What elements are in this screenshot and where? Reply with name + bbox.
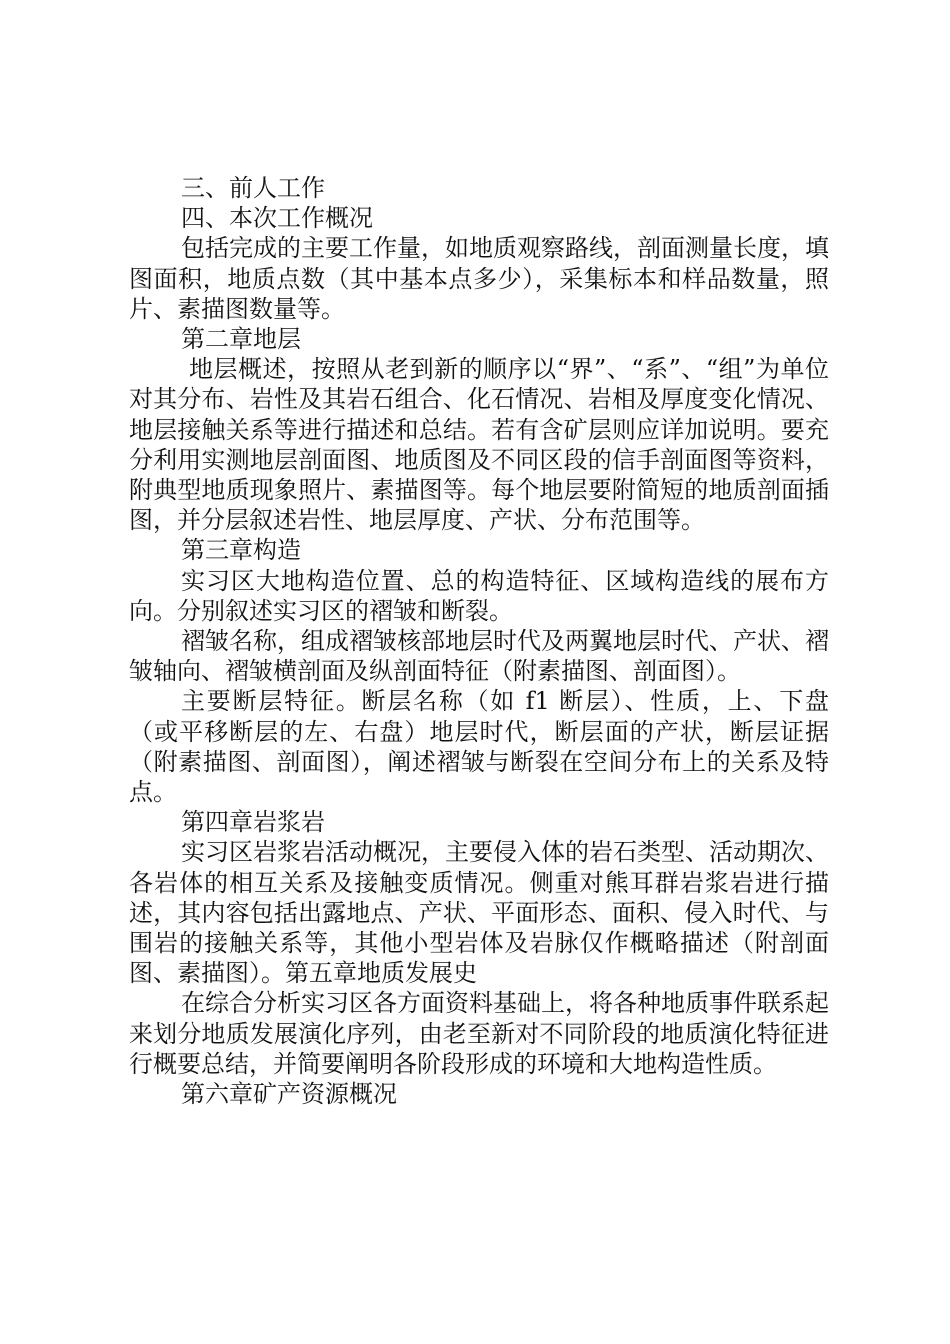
chapter-heading-structure: 第三章构造: [181, 536, 301, 565]
chapter-heading-magmatic-rocks: 第四章岩浆岩: [181, 808, 325, 837]
chapter-heading-strata: 第二章地层: [181, 325, 301, 354]
paragraph-structure-overview: 实习区大地构造位置、总的构造特征、区域构造线的展布方向。分别叙述实习区的褶皱和断裂。: [129, 566, 829, 625]
paragraph-workload: 包括完成的主要工作量，如地质观察路线，剖面测量长度，填图面积，地质点数（其中基本点多少），采集标本和样品数量，照片、素描图数量等。: [129, 234, 829, 323]
paragraph-strata-overview: 地层概述，按照从老到新的顺序以“界”、“系”、“组”为单位对其分布、岩性及其岩石组合、化石情况、岩相及厚度变化情况、地层接触关系等进行描述和总结。若有含矿层则应详加说明。要充分利用实测地层剖面图、地质图及不同区段的信手剖面图等资料，附典型地质现象照片、素描图等。每个地层要附简短的地质剖面插图，并分层叙述岩性、地层厚度、产状、分布范围等。: [129, 355, 829, 535]
paragraph-magmatic-rocks: 实习区岩浆岩活动概况，主要侵入体的岩石类型、活动期次、各岩体的相互关系及接触变质情况。侧重对熊耳群岩浆岩进行描述，其内容包括出露地点、产状、平面形态、面积、侵入时代、与围岩的接触关系等，其他小型岩体及岩脉仅作概略描述（附剖面图、素描图）。第五章地质发展史: [129, 838, 829, 988]
paragraph-folds: 褶皱名称，组成褶皱核部地层时代及两翼地层时代、产状、褶皱轴向、褶皱横剖面及纵剖面特征（附素描图、剖面图）。: [129, 627, 829, 686]
section-heading-current-work: 四、本次工作概况: [181, 204, 373, 233]
document-body: [129, 173, 829, 1109]
chapter-heading-mineral-resources: 第六章矿产资源概况: [181, 1080, 397, 1109]
paragraph-geologic-history: 在综合分析实习区各方面资料基础上，将各种地质事件联系起来划分地质发展演化序列，由老至新对不同阶段的地质演化特征进行概要总结，并简要阐明各阶段形成的环境和大地构造性质。: [129, 989, 829, 1078]
paragraph-faults: 主要断层特征。断层名称（如 f1 断层）、性质，上、下盘（或平移断层的左、右盘）地层时代，断层面的产状，断层证据（附素描图、剖面图），阐述褶皱与断裂在空间分布上的关系及特点。: [129, 687, 829, 807]
section-heading-previous-work: 三、前人工作: [181, 174, 325, 202]
